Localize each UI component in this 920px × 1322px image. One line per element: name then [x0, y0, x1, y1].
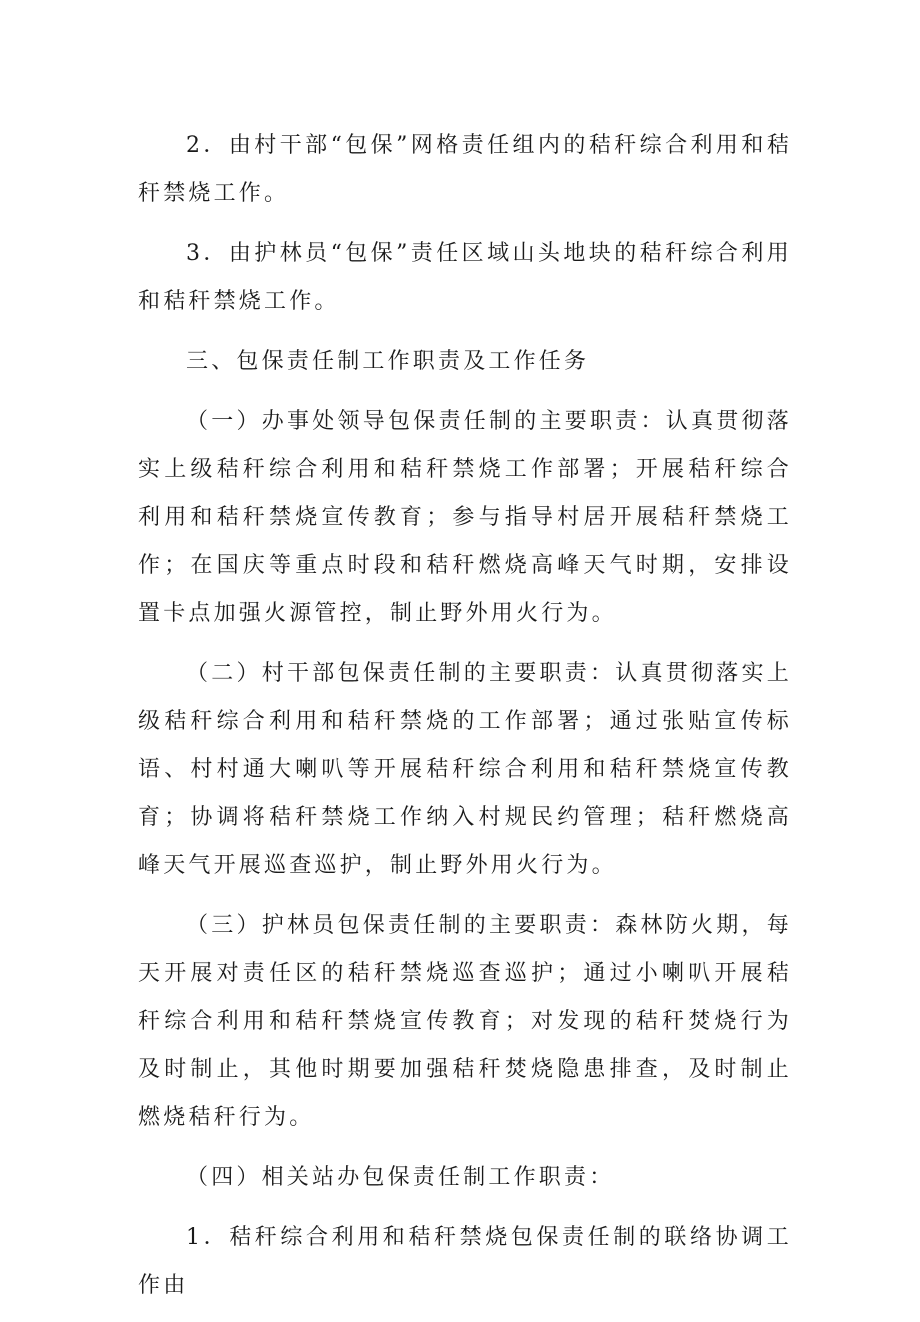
paragraph-item-2: 2．由村干部“包保”网格责任组内的秸秆综合利用和秸秆禁烧工作。: [138, 133, 792, 206]
paragraph-subsection-1: （一）办事处领导包保责任制的主要职责：认真贯彻落实上级秸秆综合利用和秸秆禁烧工作部署；开展秸秆综合利用和秸秆禁烧宣传教育；参与指导村居开展秸秆禁烧工作；在国庆等重点时段和秸秆燃烧高峰天气时期，安排设置卡点加强火源管控，制止野外用火行为。: [138, 409, 792, 626]
document-body: [138, 122, 792, 1322]
paragraph-subsection-4: （四）相关站办包保责任制工作职责：: [186, 1165, 615, 1190]
paragraph-item-1: 1．秸秆综合利用和秸秆禁烧包保责任制的联络协调工作由: [138, 1225, 792, 1298]
paragraph-subsection-2: （二）村干部包保责任制的主要职责：认真贯彻落实上级秸秆综合利用和秸秆禁烧的工作部署；通过张贴宣传标语、村村通大喇叭等开展秸秆综合利用和秸秆禁烧宣传教育；协调将秸秆禁烧工作纳入村规民约管理；秸秆燃烧高峰天气开展巡查巡护，制止野外用火行为。: [138, 661, 792, 878]
section-heading-3: 三、包保责任制工作职责及工作任务: [186, 349, 590, 374]
paragraph-subsection-3: （三）护林员包保责任制的主要职责：森林防火期，每天开展对责任区的秸秆禁烧巡查巡护；通过小喇叭开展秸秆综合利用和秸秆禁烧宣传教育；对发现的秸秆焚烧行为及时制止，其他时期要加强秸秆焚烧隐患排查，及时制止燃烧秸秆行为。: [138, 913, 792, 1130]
paragraph-item-3: 3．由护林员“包保”责任区域山头地块的秸秆综合利用和秸秆禁烧工作。: [138, 241, 792, 314]
